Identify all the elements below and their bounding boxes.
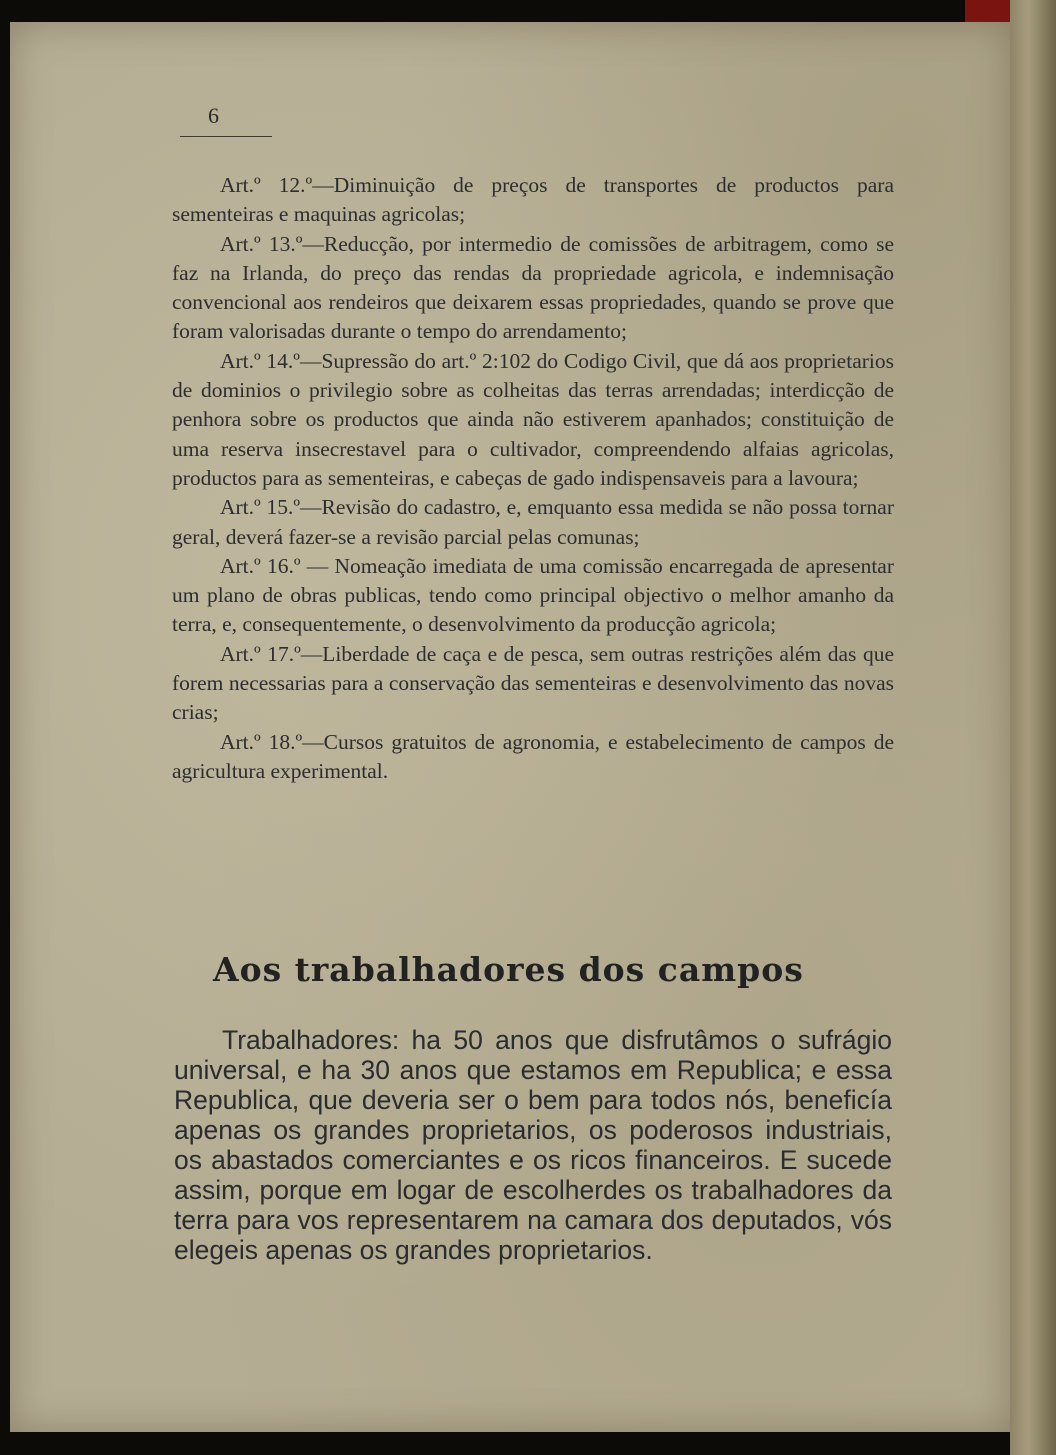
page-number: 6 — [208, 103, 219, 128]
article-13: Art.º 13.º—Reducção, por intermedio de comissões de arbitragem, como se faz na Irlanda, do preço das rendas da propriedade agricola, e indemnisação convencional aos rendeiros que deixarem essas propriedades, quando se prove que foram valorisadas durante o tempo do arrendamento; — [172, 231, 894, 344]
body-text — [174, 1025, 892, 1265]
article-12: Art.º 12.º—Diminuição de preços de transportes de productos para sementeiras e maquinas agricolas; — [172, 173, 894, 227]
section-title: Aos trabalhadores dos campos — [213, 950, 804, 989]
article-18: Art.º 18.º—Cursos gratuitos de agronomia, e estabelecimento de campos de agricultura experimental. — [172, 729, 894, 783]
articles-list — [172, 171, 894, 786]
article-17: Art.º 17.º—Liberdade de caça e de pesca, sem outras restrições além das que forem necessarias para a conservação das sementeiras e desenvolvimento das novas crias; — [172, 641, 894, 725]
article-15: Art.º 15.º—Revisão do cadastro, e, emquanto essa medida se não possa tornar geral, deverá fazer-se a revisão parcial pelas comunas; — [172, 495, 894, 549]
red-ink-mark — [965, 0, 1015, 22]
body-paragraph: Trabalhadores: ha 50 anos que disfrutâmos o sufrágio universal, e ha 30 anos que estamos em Republica; e essa Republica, que deveria ser o bem para todos nós, beneficía apenas os grandes proprietarios, os poderosos industriais, os abastados comerciantes e os ricos financeiros. E sucede assim, porque em logar de escolherdes os trabalhadores da terra para vos representarem na camara dos deputados, vós elegeis apenas os grandes proprietarios. — [174, 1025, 892, 1265]
article-14: Art.º 14.º—Supressão do art.º 2:102 do Codigo Civil, que dá aos proprietarios de dominios o privilegio sobre as colheitas das terras arrendadas; interdicção de penhora sobre os productos que ainda não estiverem apanhados; constituição de uma reserva insecrestavel para o cultivador, compreendendo alfaias agricolas, productos para as sementeiras, e cabeças de gado indispensaveis para a lavoura; — [172, 348, 894, 490]
article-16: Art.º 16.º — Nomeação imediata de uma comissão encarregada de apresentar um plano de obras publicas, tendo como principal objectivo o melhor amanho da terra, e, consequentemente, o desenvolvimento da producção agricola; — [172, 553, 894, 637]
page-number-rule — [180, 136, 272, 137]
page-edge — [1010, 0, 1056, 1455]
